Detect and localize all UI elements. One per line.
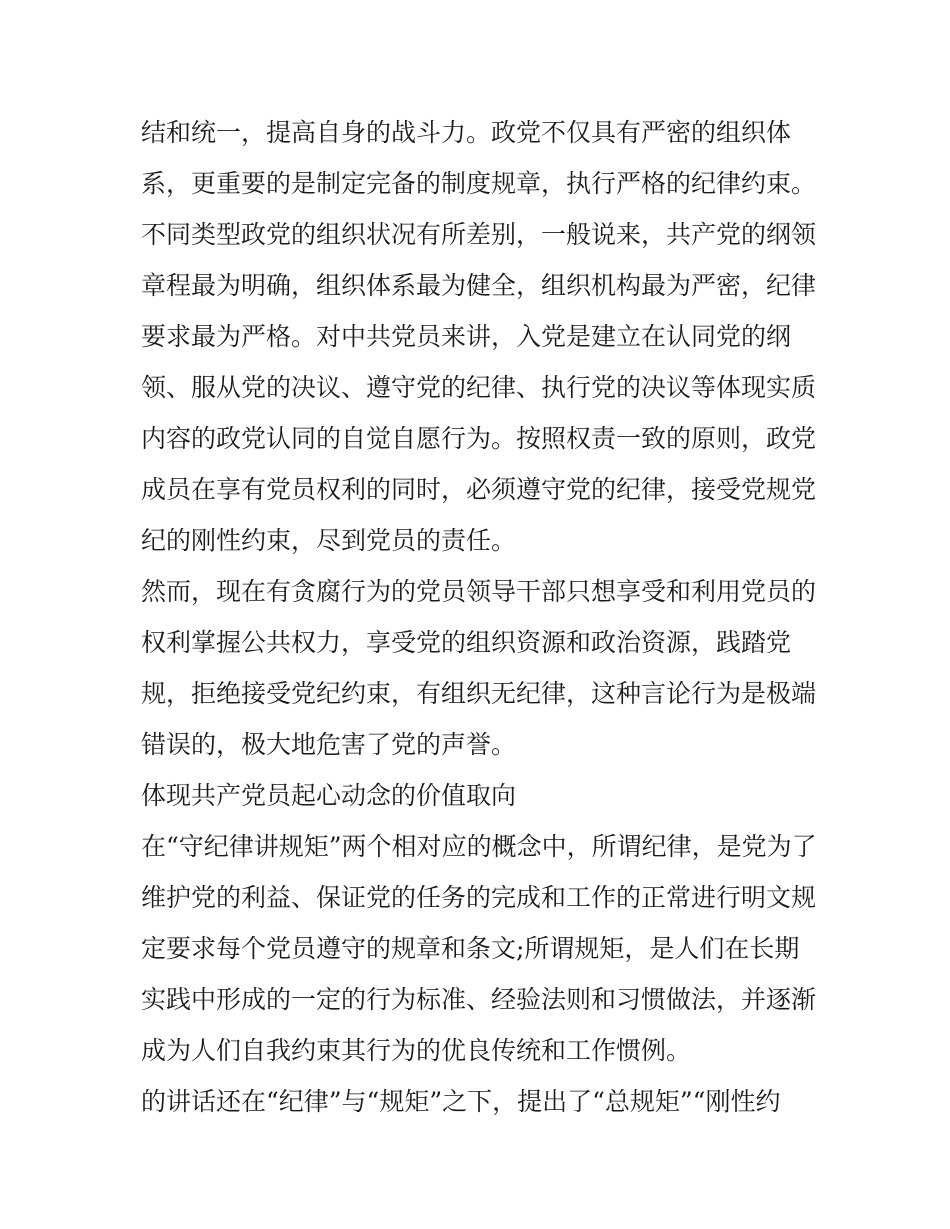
text-line: 成为人们自我约束其行为的优良传统和工作惯例。 — [141, 1036, 692, 1065]
text-line: 纪的刚性约束，尽到党员的责任。 — [141, 526, 517, 555]
text-line: 在“守纪律讲规矩”两个相对应的概念中，所谓纪律，是党为了 — [141, 832, 817, 861]
text-line: 不同类型政党的组织状况有所差别，一般说来，共产党的纲领 — [141, 220, 817, 249]
text-line: 权利掌握公共权力，享受党的组织资源和政治资源，践踏党 — [141, 628, 792, 657]
text-line: 定要求每个党员遵守的规章和条文;所谓规矩，是人们在长期 — [141, 934, 800, 963]
text-line: 结和统一，提高自身的战斗力。政党不仅具有严密的组织体 — [141, 118, 792, 147]
text-line: 维护党的利益、保证党的任务的完成和工作的正常进行明文规 — [141, 883, 817, 912]
text-line: 然而，现在有贪腐行为的党员领导干部只想享受和利用党员的 — [141, 577, 817, 606]
text-line: 内容的政党认同的自觉自愿行为。按照权责一致的原则，政党 — [141, 424, 817, 453]
text-line: 的讲话还在“纪律”与“规矩”之下，提出了“总规矩”“刚性约 — [141, 1087, 781, 1116]
text-line: 成员在享有党员权利的同时，必须遵守党的纪律，接受党规党 — [141, 475, 817, 504]
section-heading: 体现共产党员起心动念的价值取向 — [141, 781, 517, 810]
body-text — [141, 107, 821, 1127]
text-line: 规，拒绝接受党纪约束，有组织无纪律，这种言论行为是极端 — [141, 679, 817, 708]
text-line: 错误的，极大地危害了党的声誉。 — [141, 730, 517, 759]
text-line: 系，更重要的是制定完备的制度规章，执行严格的纪律约束。 — [141, 169, 817, 198]
text-line: 要求最为严格。对中共党员来讲，入党是建立在认同党的纲 — [141, 322, 792, 351]
text-line: 章程最为明确，组织体系最为健全，组织机构最为严密，纪律 — [141, 271, 817, 300]
text-line: 实践中形成的一定的行为标准、经验法则和习惯做法，并逐渐 — [141, 985, 817, 1014]
text-line: 领、服从党的决议、遵守党的纪律、执行党的决议等体现实质 — [141, 373, 817, 402]
